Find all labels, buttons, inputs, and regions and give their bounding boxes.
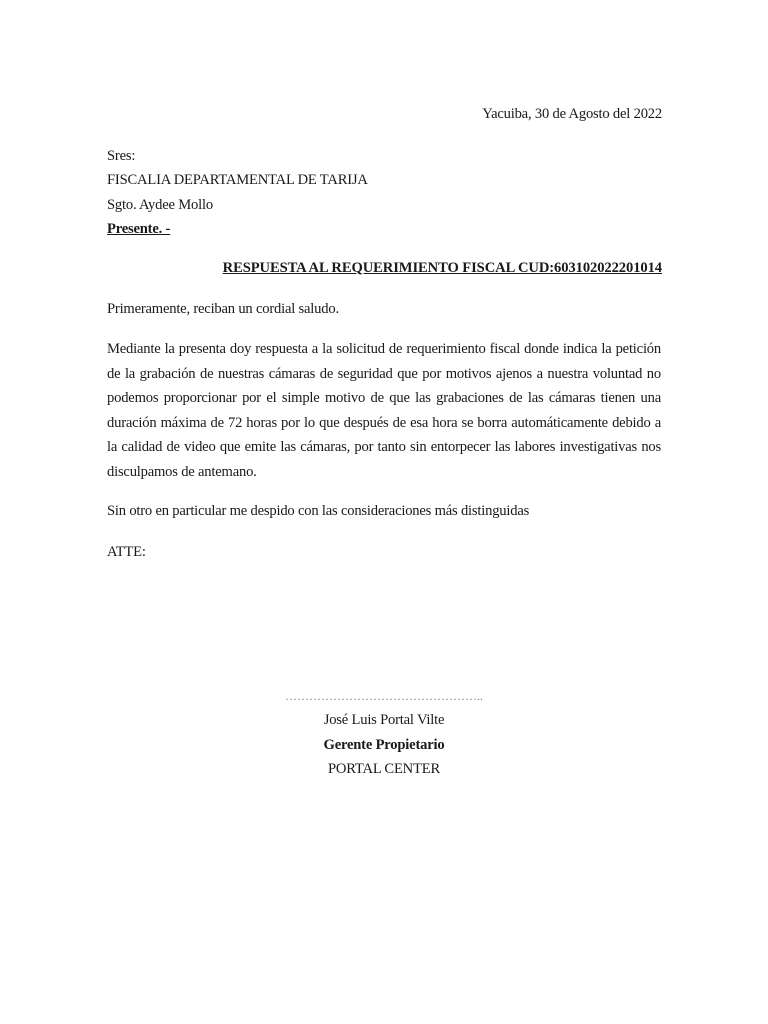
signer-company: PORTAL CENTER [328,761,440,777]
date-line: Yacuiba, 30 de Agosto del 2022 [482,106,662,122]
recipient-person: Sgto. Aydee Mollo [107,197,213,213]
closing-text: Sin otro en particular me despido con las consideraciones más distinguidas [107,503,530,519]
signer-title: Gerente Propietario [323,737,445,753]
presente-label: Presente. - [107,221,171,237]
body-paragraph: Mediante la presenta doy respuesta a la solicitud de requerimiento fiscal donde indica la petición de la grabación de nuestras cámaras de seguridad que por motivos ajenos a nuestra voluntad no podemos proporcionar por el simple motivo de que las grabaciones de las cámaras tienen una duración máxima de 72 horas por lo que después de esa hora se borra automáticamente debido a la calidad de video que emite las cámaras, por tanto sin entorpecer las labores investigativas nos disculpamos de antemano. [107,341,661,480]
subject-heading: RESPUESTA AL REQUERIMIENTO FISCAL CUD:603102022201014 [222,260,662,276]
signature-line: ………………………………………….. [285,689,483,703]
recipient-salutation: Sres: [107,148,136,164]
atte-label: ATTE: [107,544,146,560]
signer-name: José Luis Portal Vilte [323,712,445,728]
recipient-institution: FISCALIA DEPARTAMENTAL DE TARIJA [107,172,368,188]
greeting-text: Primeramente, reciban un cordial saludo. [107,301,339,317]
